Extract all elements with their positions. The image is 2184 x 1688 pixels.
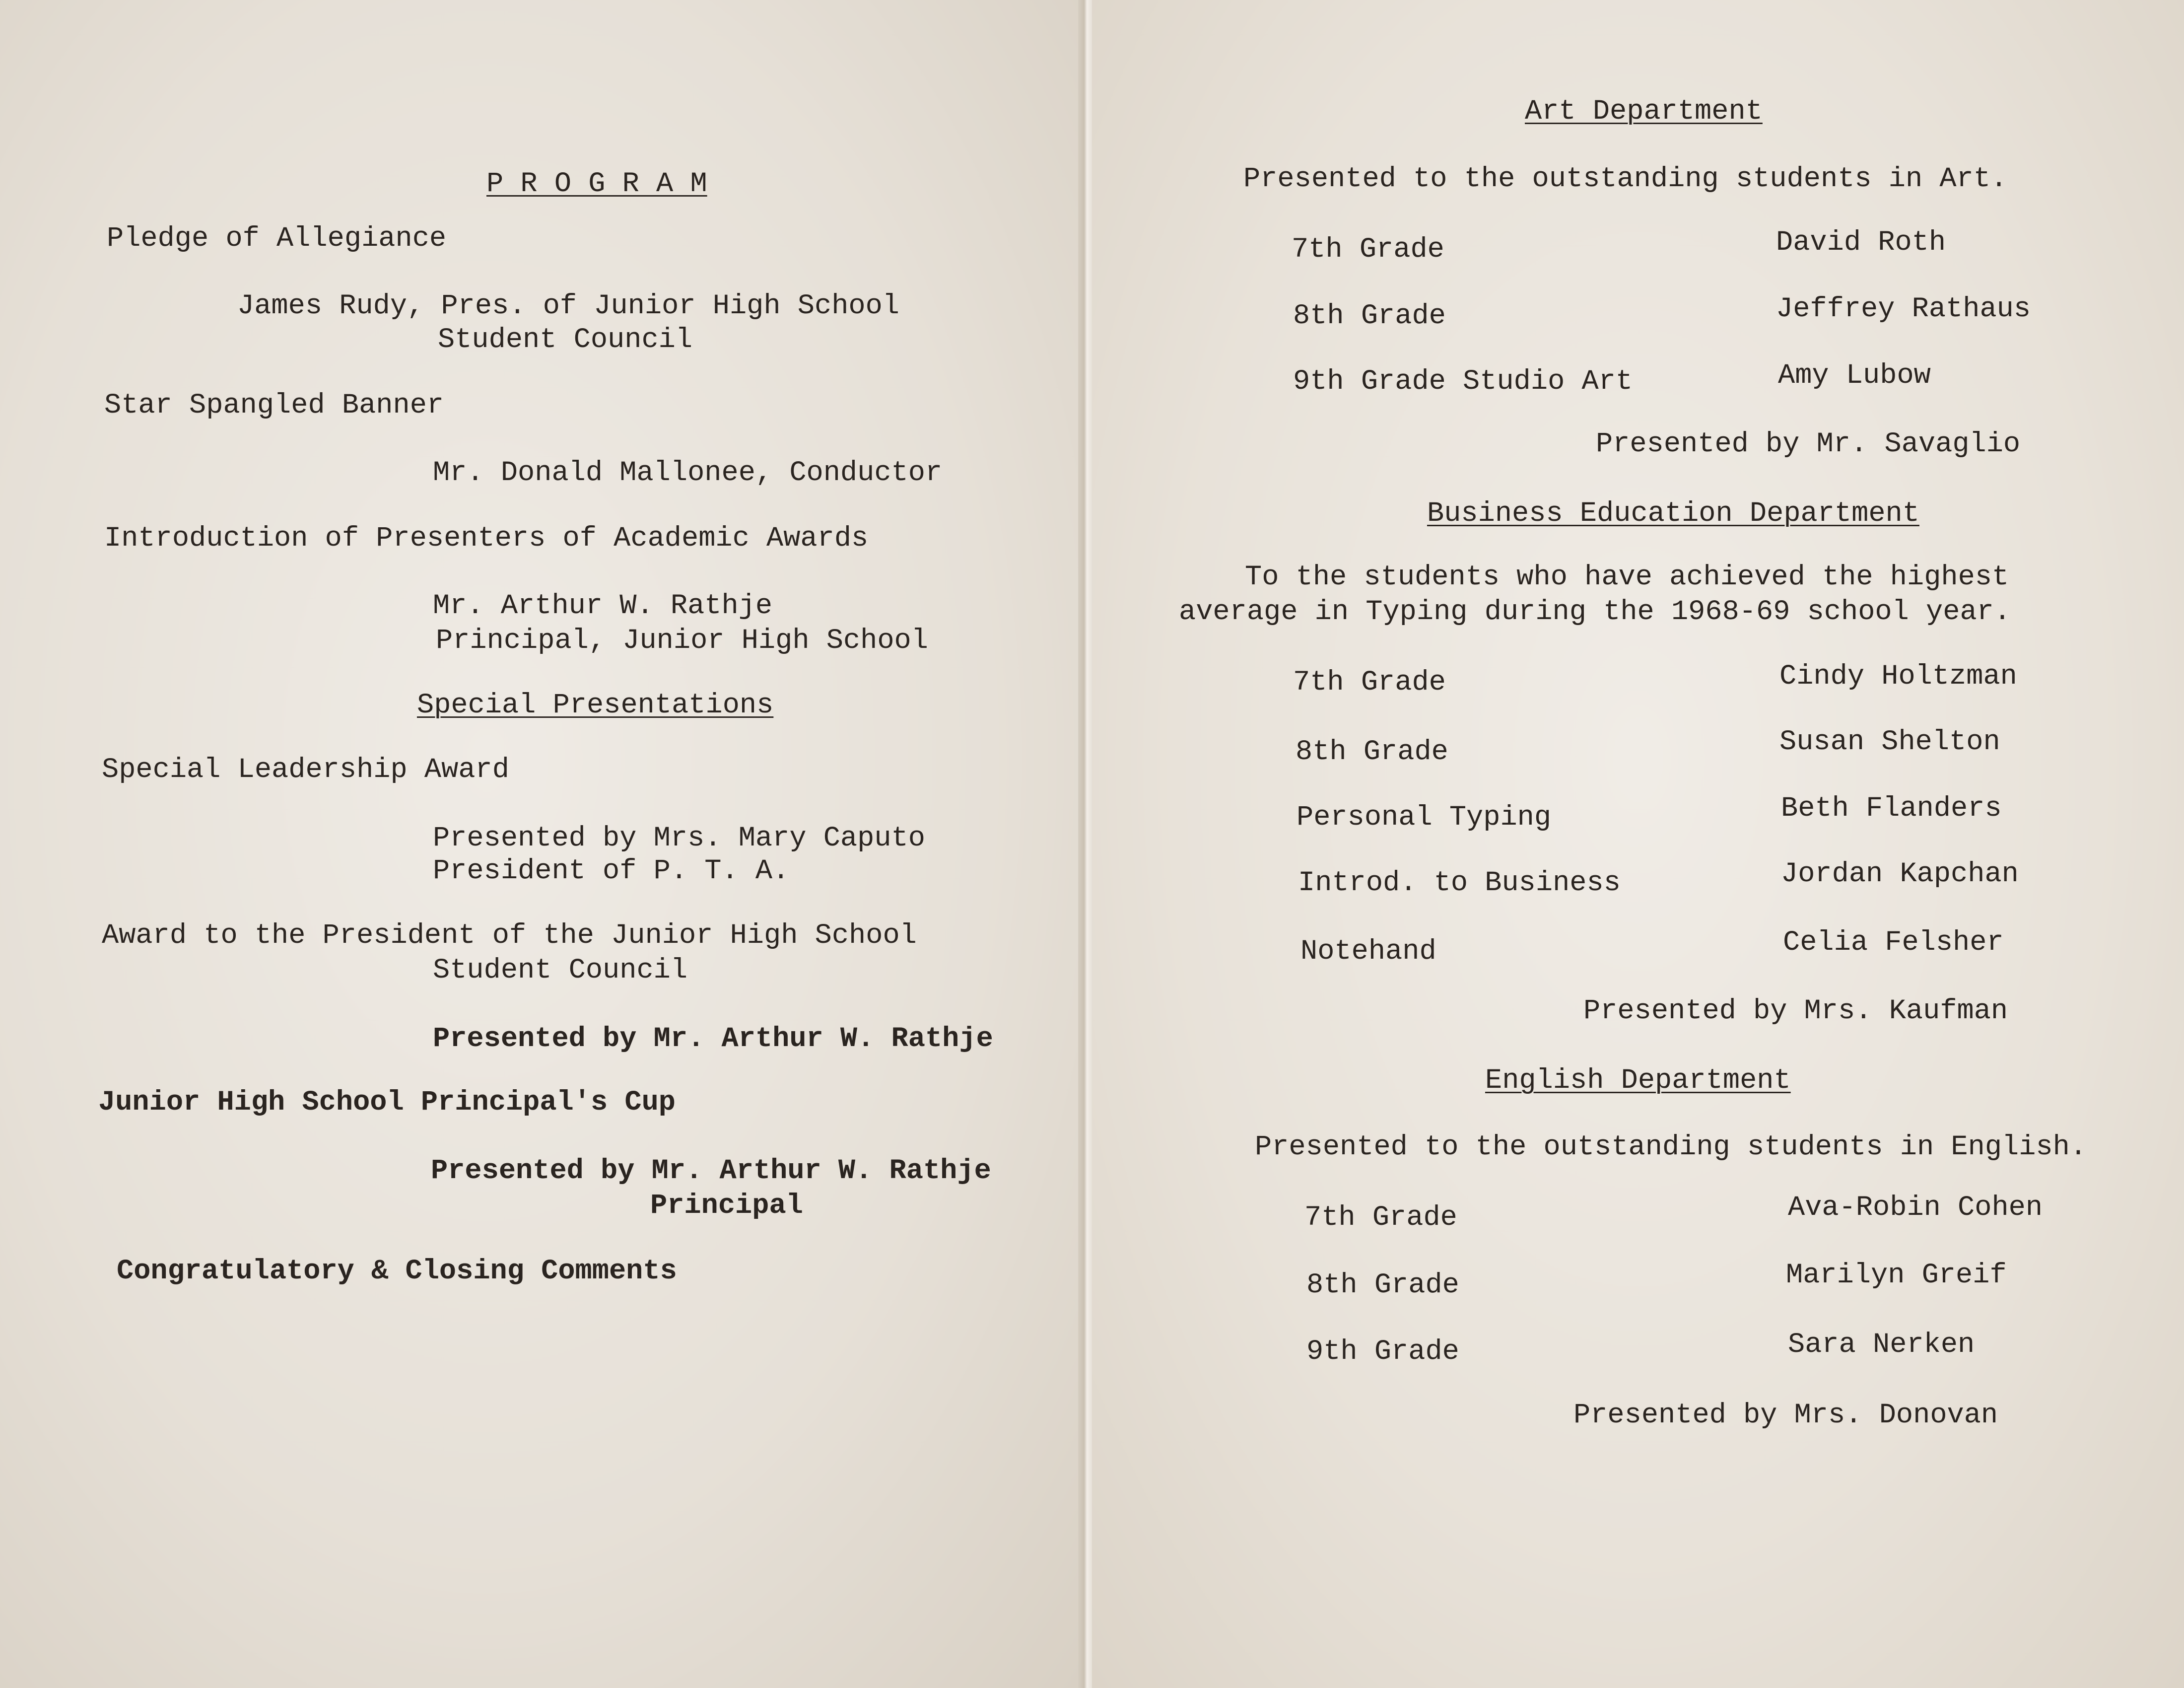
english-department-heading: English Department [1485,1065,1791,1097]
anthem-conductor: Mr. Donald Mallonee, Conductor [433,457,943,489]
business-row-name: Cindy Holtzman [1779,661,2017,693]
english-row-name: Marilyn Greif [1786,1260,2007,1291]
pledge-item: Pledge of Allegiance [107,223,447,255]
art-row-name: David Roth [1776,227,1946,259]
right-page [1092,0,2184,1688]
english-presented-by: Presented by Mrs. Donovan [1573,1400,1998,1431]
pledge-presenter-org: Student Council [438,324,693,356]
president-award-presenter: Presented by Mr. Arthur W. Rathje [433,1023,993,1055]
art-row-name: Amy Lubow [1778,360,1931,392]
anthem-item: Star Spangled Banner [104,390,444,422]
business-row-name: Jordan Kapchan [1781,858,2019,890]
business-row-name: Celia Felsher [1783,927,2004,959]
art-row-grade: 7th Grade [1292,234,1444,266]
english-row-grade: 9th Grade [1306,1336,1459,1368]
art-presented-by: Presented by Mr. Savaglio [1596,428,2021,460]
special-presentations-heading: Special Presentations [417,690,774,721]
art-intro: Presented to the outstanding students in Art. [1243,163,2008,195]
business-presented-by: Presented by Mrs. Kaufman [1583,995,2008,1027]
president-award-org: Student Council [433,955,688,986]
english-row-name: Ava-Robin Cohen [1788,1192,2043,1224]
business-row-grade: Introd. to Business [1298,867,1621,899]
left-page [0,0,1082,1688]
president-award-item: Award to the President of the Junior High School [102,920,917,952]
business-row-name: Beth Flanders [1781,793,2002,825]
english-row-grade: 7th Grade [1304,1202,1457,1234]
business-intro-line-1: To the students who have achieved the highest [1245,562,2009,593]
intro-presenter-title: Principal, Junior High School [436,625,928,657]
intro-item: Introduction of Presenters of Academic Awards [104,523,869,555]
english-intro: Presented to the outstanding students in English. [1255,1131,2087,1163]
art-row-grade: 9th Grade Studio Art [1293,366,1633,398]
principals-cup-item: Junior High School Principal's Cup [98,1087,676,1119]
closing-comments-item: Congratulatory & Closing Comments [117,1256,677,1287]
principals-cup-presenter: Presented by Mr. Arthur W. Rathje [431,1155,991,1187]
art-row-grade: 8th Grade [1293,300,1446,332]
pledge-presenter: James Rudy, Pres. of Junior High School [237,290,900,322]
leadership-award-item: Special Leadership Award [102,754,509,786]
business-row-grade: 7th Grade [1293,667,1446,699]
business-row-grade: 8th Grade [1296,736,1448,768]
business-row-grade: Personal Typing [1297,802,1552,834]
english-row-grade: 8th Grade [1306,1269,1459,1301]
business-intro-line-2: average in Typing during the 1968-69 school year. [1179,596,2011,628]
business-row-grade: Notehand [1300,936,1436,968]
booklet-fold [1078,0,1093,1688]
leadership-presenter: Presented by Mrs. Mary Caputo [433,823,925,854]
intro-presenter: Mr. Arthur W. Rathje [433,590,773,622]
art-row-name: Jeffrey Rathaus [1776,293,2031,325]
business-department-heading: Business Education Department [1427,498,1919,530]
principals-cup-presenter-title: Principal [650,1190,803,1222]
program-title: P R O G R A M [486,168,707,200]
art-department-heading: Art Department [1525,96,1763,128]
business-row-name: Susan Shelton [1779,726,2000,758]
english-row-name: Sara Nerken [1788,1329,1975,1361]
leadership-presenter-title: President of P. T. A. [433,855,790,887]
